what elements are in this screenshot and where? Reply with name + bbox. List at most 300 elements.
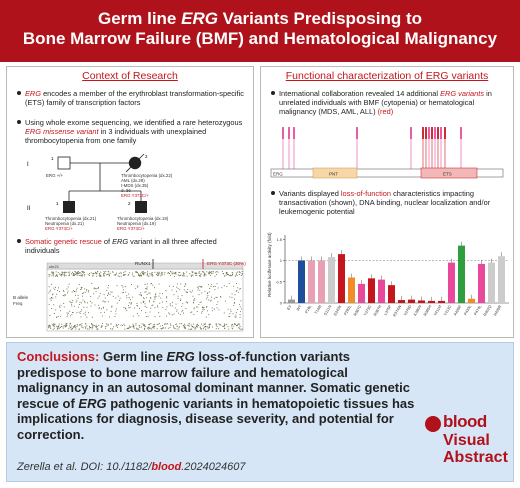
- baf-dot: [51, 308, 52, 309]
- baf-dot: [137, 272, 138, 273]
- baf-dot: [83, 292, 84, 293]
- baf-dot: [213, 273, 214, 274]
- baf-dot: [103, 273, 104, 274]
- baf-dot: [229, 283, 230, 284]
- baf-dot: [103, 308, 104, 309]
- baf-dot: [66, 288, 67, 289]
- baf-dot: [76, 301, 77, 302]
- baf-dot: [144, 329, 145, 330]
- baf-dot: [203, 325, 204, 326]
- baf-dot: [68, 286, 69, 287]
- baf-dot: [100, 293, 101, 294]
- baf-dot: [162, 302, 163, 303]
- baf-dot: [167, 273, 168, 274]
- baf-dot: [71, 329, 72, 330]
- baf-dot: [94, 288, 95, 289]
- baf-dot: [203, 328, 204, 329]
- baf-dot: [193, 324, 194, 325]
- baf-dot: [143, 302, 144, 303]
- baf-dot: [239, 274, 240, 275]
- baf-dot: [92, 317, 93, 318]
- baf-dot: [175, 272, 176, 273]
- baf-dot: [185, 308, 186, 309]
- baf-dot: [185, 283, 186, 284]
- baf-dot: [57, 327, 58, 328]
- baf-dot: [157, 274, 158, 275]
- baf-dot: [228, 329, 229, 330]
- baf-dot: [179, 272, 180, 273]
- baf-dot: [80, 273, 81, 274]
- baf-dot: [178, 296, 179, 297]
- baf-dot: [52, 298, 53, 299]
- baf-dot: [136, 323, 137, 324]
- baf-dot: [116, 308, 117, 309]
- baf-dot: [72, 312, 73, 313]
- baf-dot: [214, 298, 215, 299]
- baf-dot: [83, 307, 84, 308]
- x-tick-label: R367C: [352, 304, 363, 317]
- baf-dot: [167, 323, 168, 324]
- baf-dot: [164, 324, 165, 325]
- baf-dot: [180, 283, 181, 284]
- baf-dot: [187, 289, 188, 290]
- baf-dot: [71, 273, 72, 274]
- baf-dot: [226, 272, 227, 273]
- baf-dot: [129, 272, 130, 273]
- baf-dot: [195, 273, 196, 274]
- baf-dot: [242, 329, 243, 330]
- pedigree-i1-genotype: ERG +/+: [46, 173, 64, 178]
- baf-dot: [122, 325, 123, 326]
- x-tick-label: R402Q: [482, 304, 493, 317]
- baf-dot: [175, 328, 176, 329]
- baf-dot: [78, 273, 79, 274]
- baf-dot: [194, 308, 195, 309]
- baf-dot: [185, 284, 186, 285]
- baf-dot: [172, 314, 173, 315]
- baf-dot: [190, 329, 191, 330]
- baf-dot: [74, 273, 75, 274]
- context-bullet-3: Somatic genetic rescue of ERG variant in all three affected individuals: [25, 237, 247, 255]
- baf-dot: [177, 283, 178, 284]
- baf-dot: [193, 272, 194, 273]
- baf-dot: [51, 271, 52, 272]
- baf-dot: [173, 325, 174, 326]
- baf-dot: [169, 273, 170, 274]
- baf-dot: [175, 273, 176, 274]
- baf-dot: [146, 291, 147, 292]
- baf-dot: [123, 275, 124, 276]
- baf-dot: [69, 284, 70, 285]
- baf-dot: [113, 326, 114, 327]
- baf-dot: [141, 302, 142, 303]
- baf-dot: [50, 325, 51, 326]
- x-tick-label: R374W: [392, 304, 403, 318]
- baf-dot: [65, 272, 66, 273]
- baf-dot: [90, 301, 91, 302]
- baf-dot: [103, 275, 104, 276]
- baf-dot: [116, 326, 117, 327]
- x-tick-label: Y413C: [443, 304, 453, 317]
- baf-dot: [91, 283, 92, 284]
- baf-dot: [112, 292, 113, 293]
- variant-label-mark: [288, 127, 290, 139]
- baf-dot: [85, 314, 86, 315]
- baf-dot: [58, 325, 59, 326]
- baf-dot: [240, 329, 241, 330]
- baf-dot: [206, 306, 207, 307]
- baf-dot: [68, 291, 69, 292]
- baf-dot: [123, 324, 124, 325]
- bar-R367C: [358, 284, 365, 303]
- baf-dot: [76, 290, 77, 291]
- baf-dot: [218, 272, 219, 273]
- baf-dot: [128, 328, 129, 329]
- baf-dot: [228, 309, 229, 310]
- baf-dot: [196, 307, 197, 308]
- b-allele-frequency-plot: [7, 259, 254, 338]
- baf-dot: [55, 310, 56, 311]
- baf-dot: [53, 273, 54, 274]
- baf-dot: [84, 274, 85, 275]
- baf-dot: [209, 288, 210, 289]
- variant-label-mark: [428, 127, 430, 139]
- baf-dot: [89, 273, 90, 274]
- baf-dot: [98, 298, 99, 299]
- baf-dot: [121, 325, 122, 326]
- baf-dot: [211, 286, 212, 287]
- baf-dot: [101, 308, 102, 309]
- baf-dot: [66, 325, 67, 326]
- baf-dot: [55, 324, 56, 325]
- baf-dot: [184, 324, 185, 325]
- baf-dot: [107, 295, 108, 296]
- baf-dot: [51, 300, 52, 301]
- baf-dot: [131, 304, 132, 305]
- baf-dot: [176, 304, 177, 305]
- baf-dot: [135, 325, 136, 326]
- baf-dot: [77, 324, 78, 325]
- baf-dot: [157, 272, 158, 273]
- baf-dot: [53, 288, 54, 289]
- baf-dot: [209, 291, 210, 292]
- pnt-label: PNT: [329, 171, 338, 177]
- bar-K380N: [418, 300, 425, 303]
- baf-dot: [67, 316, 68, 317]
- baf-dot: [93, 293, 94, 294]
- variant-label-mark: [293, 127, 295, 139]
- baf-dot: [89, 275, 90, 276]
- x-tick-label: R385H: [422, 304, 433, 317]
- baf-dot: [174, 328, 175, 329]
- baf-dot: [233, 326, 234, 327]
- baf-dot: [155, 297, 156, 298]
- baf-dot: [183, 325, 184, 326]
- baf-dot: [229, 296, 230, 297]
- baf-dot: [202, 306, 203, 307]
- baf-dot: [197, 327, 198, 328]
- baf-dot: [194, 298, 195, 299]
- baf-dot: [200, 327, 201, 328]
- baf-dot: [100, 275, 101, 276]
- baf-dot: [138, 275, 139, 276]
- baf-dot: [233, 313, 234, 314]
- baf-dot: [150, 323, 151, 324]
- baf-dot: [215, 272, 216, 273]
- baf-dot: [176, 324, 177, 325]
- baf-dot: [93, 273, 94, 274]
- baf-dot: [113, 272, 114, 273]
- baf-dot: [224, 285, 225, 286]
- bar-WT: [298, 261, 305, 304]
- baf-dot: [231, 311, 232, 312]
- baf-dot: [201, 292, 202, 293]
- baf-dot: [52, 275, 53, 276]
- baf-dot: [132, 273, 133, 274]
- baf-dot: [227, 272, 228, 273]
- svg-text:1: 1: [56, 201, 59, 206]
- baf-dot: [109, 275, 110, 276]
- pedigree-ii2-genotype: ERG Y373C/+: [117, 226, 145, 231]
- baf-dot: [105, 328, 106, 329]
- baf-dot: [181, 306, 182, 307]
- baf-dot: [179, 323, 180, 324]
- ets-label: ETS: [443, 171, 452, 177]
- baf-dot: [183, 313, 184, 314]
- svg-text:I: I: [27, 162, 29, 168]
- baf-dot: [224, 275, 225, 276]
- baf-dot: [87, 307, 88, 308]
- baf-dot: [90, 296, 91, 297]
- baf-dot: [116, 274, 117, 275]
- baf-dot: [145, 303, 146, 304]
- baf-dot: [238, 292, 239, 293]
- baf-dot: [74, 275, 75, 276]
- baf-dot: [199, 271, 200, 272]
- baf-dot: [54, 289, 55, 290]
- pedigree-ii2-dx1: Thrombocytopenia (dx.19): [117, 216, 169, 221]
- baf-dot: [147, 271, 148, 272]
- baf-dot: [152, 275, 153, 276]
- baf-dot: [239, 324, 240, 325]
- baf-dot: [183, 274, 184, 275]
- baf-dot: [78, 271, 79, 272]
- baf-dot: [144, 298, 145, 299]
- baf-dot: [140, 273, 141, 274]
- baf-dot: [82, 276, 83, 277]
- baf-dot: [201, 329, 202, 330]
- baf-dot: [240, 314, 241, 315]
- baf-dot: [147, 289, 148, 290]
- baf-dot: [149, 324, 150, 325]
- baf-dot: [109, 294, 110, 295]
- baf-dot: [207, 310, 208, 311]
- baf-dot: [80, 324, 81, 325]
- baf-dot: [192, 326, 193, 327]
- baf-dot: [234, 324, 235, 325]
- baf-dot: [86, 290, 87, 291]
- baf-dot: [58, 287, 59, 288]
- baf-dot: [88, 290, 89, 291]
- baf-dot: [146, 316, 147, 317]
- baf-dot: [134, 308, 135, 309]
- baf-dot: [87, 329, 88, 330]
- baf-dot: [58, 272, 59, 273]
- baf-dot: [133, 325, 134, 326]
- baf-dot: [92, 328, 93, 329]
- baf-dot: [209, 273, 210, 274]
- baf-dot: [122, 287, 123, 288]
- functional-panel: [260, 66, 514, 338]
- variant-label-mark: [460, 127, 462, 139]
- baf-dot: [78, 298, 79, 299]
- baf-dot: [99, 273, 100, 274]
- baf-dot: [175, 324, 176, 325]
- baf-dot: [106, 309, 107, 310]
- pedigree-ii1-dx2: Neutropenia (dx.21): [45, 221, 84, 226]
- baf-dot: [217, 326, 218, 327]
- baf-dot: [85, 326, 86, 327]
- baf-dot: [100, 276, 101, 277]
- baf-dot: [63, 303, 64, 304]
- baf-dot: [210, 275, 211, 276]
- baf-dot: [50, 298, 51, 299]
- baf-dot: [59, 324, 60, 325]
- baf-dot: [152, 273, 153, 274]
- pedigree-male-unaffected: [58, 157, 70, 169]
- baf-dot: [232, 328, 233, 329]
- baf-dot: [208, 328, 209, 329]
- baf-dot: [202, 311, 203, 312]
- baf-dot: [147, 287, 148, 288]
- baf-dot: [132, 326, 133, 327]
- baf-dot: [159, 293, 160, 294]
- baf-dot: [124, 329, 125, 330]
- baf-dot: [236, 274, 237, 275]
- baf-dot: [152, 327, 153, 328]
- bar-R385H: [428, 301, 435, 303]
- baf-dot: [240, 288, 241, 289]
- baf-dot: [239, 272, 240, 273]
- baf-dot: [101, 327, 102, 328]
- baf-dot: [191, 292, 192, 293]
- baf-dot: [145, 312, 146, 313]
- baf-dot: [113, 296, 114, 297]
- baf-dot: [99, 308, 100, 309]
- pedigree-son-affected: [63, 201, 75, 213]
- pedigree-i2-dx2: AML (dx.29): [121, 178, 145, 183]
- baf-dot: [69, 301, 70, 302]
- baf-dot: [68, 313, 69, 314]
- baf-dot: [162, 275, 163, 276]
- baf-dot: [121, 273, 122, 274]
- baf-dot: [88, 291, 89, 292]
- bar-L375P: [388, 285, 395, 303]
- baf-dot: [162, 274, 163, 275]
- svg-text:2: 2: [145, 154, 148, 159]
- baf-dot: [136, 272, 137, 273]
- baf-dot: [168, 272, 169, 273]
- baf-dot: [85, 302, 86, 303]
- baf-dot: [50, 326, 51, 327]
- baf-dot: [111, 323, 112, 324]
- baf-dot: [61, 272, 62, 273]
- baf-dot: [87, 302, 88, 303]
- baf-dot: [158, 275, 159, 276]
- baf-dot: [70, 315, 71, 316]
- baf-dot: [123, 292, 124, 293]
- baf-dot: [204, 274, 205, 275]
- baf-dot: [121, 276, 122, 277]
- baf-dot: [93, 325, 94, 326]
- baf-dot: [232, 275, 233, 276]
- baf-dot: [67, 313, 68, 314]
- baf-dot: [235, 317, 236, 318]
- baf-dot: [81, 309, 82, 310]
- baf-dot: [79, 284, 80, 285]
- baf-dot: [128, 307, 129, 308]
- baf-dot: [174, 273, 175, 274]
- baf-dot: [141, 310, 142, 311]
- baf-dot: [110, 292, 111, 293]
- baf-dot: [137, 286, 138, 287]
- baf-dot: [238, 327, 239, 328]
- baf-dot: [75, 329, 76, 330]
- baf-dot: [155, 316, 156, 317]
- baf-dot: [148, 316, 149, 317]
- baf-dot: [194, 329, 195, 330]
- baf-dot: [102, 316, 103, 317]
- baf-dot: [117, 325, 118, 326]
- baf-dot: [49, 286, 50, 287]
- baf-dot: [158, 324, 159, 325]
- baf-dot: [55, 296, 56, 297]
- baf-dot: [94, 325, 95, 326]
- baf-dot: [118, 296, 119, 297]
- baf-dot: [224, 325, 225, 326]
- citation: Zerella et al. DOI: 10./1182/blood.2024024607: [17, 461, 246, 473]
- baf-dot: [189, 273, 190, 274]
- y-tick-label: 0: [279, 300, 282, 306]
- baf-dot: [60, 327, 61, 328]
- baf-dot: [237, 287, 238, 288]
- baf-dot: [148, 329, 149, 330]
- baf-dot: [73, 327, 74, 328]
- baf-dot: [50, 275, 51, 276]
- baf-dot: [54, 328, 55, 329]
- baf-dot: [240, 326, 241, 327]
- baf-dot: [79, 312, 80, 313]
- baf-dot: [197, 324, 198, 325]
- baf-dot: [200, 302, 201, 303]
- title-line-2: Bone Marrow Failure (BMF) and Hematological Malignancy: [22, 29, 498, 48]
- baf-dot: [148, 327, 149, 328]
- baf-dot: [149, 273, 150, 274]
- baf-dot: [201, 324, 202, 325]
- baf-dot: [86, 289, 87, 290]
- chart-ylabel: Relative luciferase activity (fold): [267, 232, 272, 297]
- baf-dot: [157, 305, 158, 306]
- baf-dot: [85, 312, 86, 313]
- baf-dot: [136, 328, 137, 329]
- baf-dot: [123, 272, 124, 273]
- baf-dot: [96, 273, 97, 274]
- baf-dot: [98, 288, 99, 289]
- baf-dot: [145, 272, 146, 273]
- erg-protein-schematic: [261, 125, 514, 185]
- baf-dot: [201, 313, 202, 314]
- baf-dot: [119, 273, 120, 274]
